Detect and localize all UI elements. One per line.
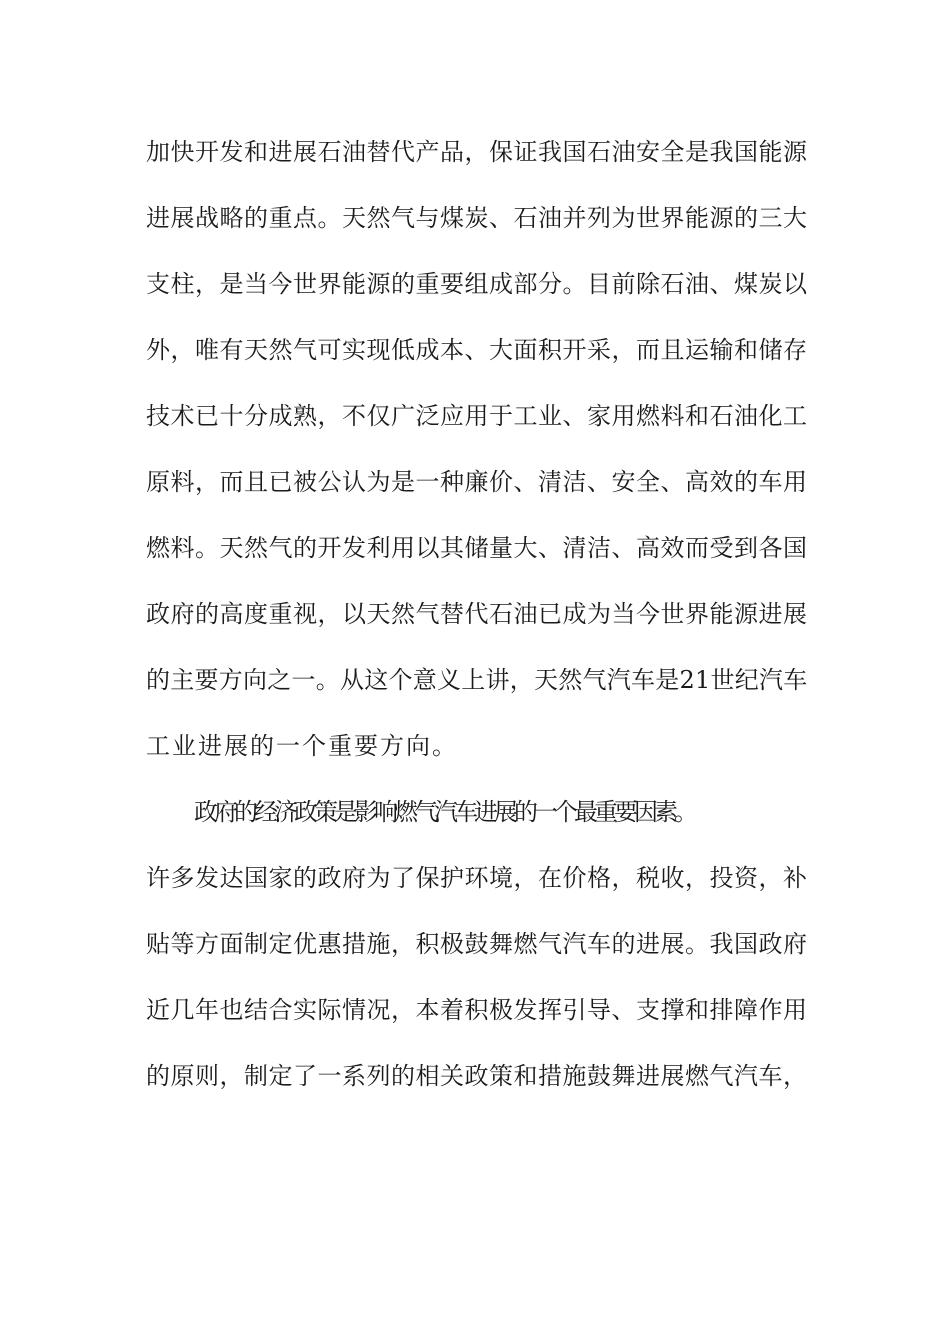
paragraph-2-line-1: 政府的经济政策是影响燃气汽车进展的一个最重要因素。 (194, 798, 694, 826)
paragraph-1-line-4: 外，唯有天然气可实现低成本、大面积开采，而且运输和储存 (146, 336, 808, 364)
paragraph-1-line-5: 技术已十分成熟，不仅广泛应用于工业、家用燃料和石油化工 (146, 402, 808, 430)
paragraph-1-line-10: 工业进展的一个重要方向。 (146, 732, 458, 760)
paragraph-1-line-3: 支柱，是当今世界能源的重要组成部分。目前除石油、煤炭以 (146, 270, 808, 298)
paragraph-1-line-8: 政府的高度重视，以天然气替代石油已成为当今世界能源进展 (146, 600, 808, 628)
paragraph-2-line-5: 的原则，制定了一系列的相关政策和措施鼓舞进展燃气汽车， (146, 1062, 808, 1090)
paragraph-1-line-7: 燃料。天然气的开发利用以其储量大、清洁、高效而受到各国 (146, 534, 808, 562)
paragraph-2-line-4: 近几年也结合实际情况，本着积极发挥引导、支撑和排障作用 (146, 996, 808, 1024)
paragraph-1-line-6: 原料，而且已被公认为是一种廉价、清洁、安全、高效的车用 (146, 468, 808, 496)
paragraph-2-line-3: 贴等方面制定优惠措施，积极鼓舞燃气汽车的进展。我国政府 (146, 930, 808, 958)
paragraph-1-line-2: 进展战略的重点。天然气与煤炭、石油并列为世界能源的三大 (146, 204, 808, 232)
paragraph-1-line-9: 的主要方向之一。从这个意义上讲，天然气汽车是21世纪汽车 (146, 666, 808, 694)
paragraph-2-line-2: 许多发达国家的政府为了保护环境，在价格，税收，投资，补 (146, 864, 808, 892)
paragraph-1-line-1: 加快开发和进展石油替代产品，保证我国石油安全是我国能源 (146, 138, 808, 166)
